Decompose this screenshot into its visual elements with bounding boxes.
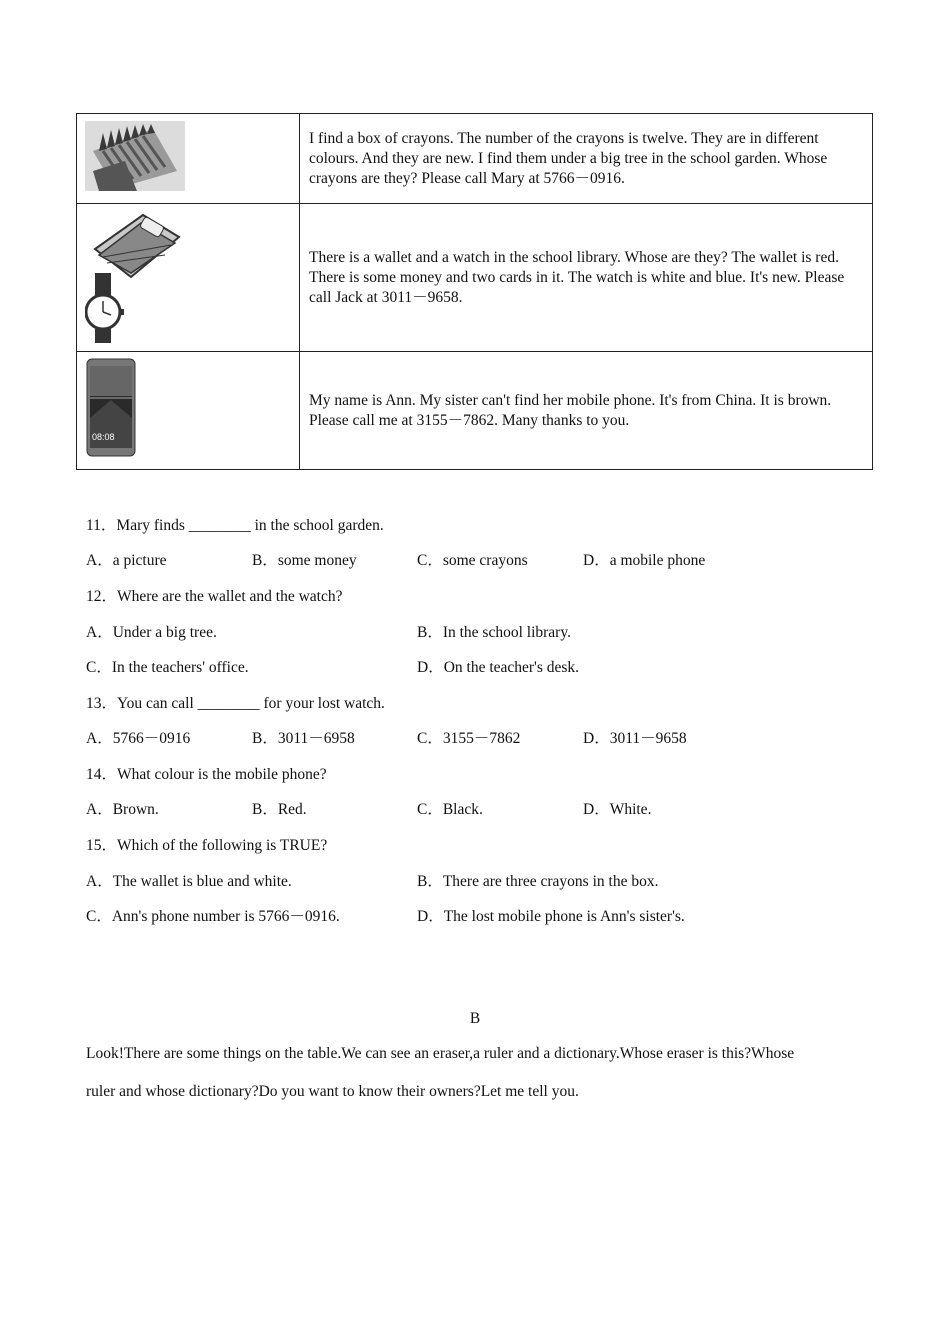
mobile-phone-icon (85, 358, 137, 458)
question-stem: 12．Where are the wallet and the watch? (86, 588, 343, 605)
option-a[interactable]: A．The wallet is blue and white. (86, 873, 292, 890)
section-heading: B (469, 1010, 481, 1027)
option-c[interactable]: C．some crayons (417, 552, 528, 569)
option-d[interactable]: D．a mobile phone (583, 552, 706, 569)
crayons-icon (85, 121, 185, 191)
option-b[interactable]: B．some money (252, 552, 357, 569)
notice-image-cell (77, 352, 300, 470)
passage-line: ruler and whose dictionary?Do you want to know their owners?Let me tell you. (86, 1083, 579, 1100)
question-stem: 11．Mary finds ________ in the school garden. (86, 517, 384, 534)
option-b[interactable]: B．Red. (252, 801, 307, 818)
phone-time: 08:08 (92, 432, 115, 442)
option-c[interactable]: C．Ann's phone number is 5766－0916. (86, 908, 340, 925)
notice-image-cell (77, 204, 300, 352)
notice-row-crayons (77, 114, 873, 204)
question-stem: 13．You can call ________ for your lost watch. (86, 695, 385, 712)
notice-text: I find a box of crayons. The number of the crayons is twelve. They are in different colours. And they are new. I find them under a big tree in the school garden. Whose crayons are they? Please call Mary at 5766－0916. (300, 114, 873, 204)
notice-row-wallet-watch (77, 204, 873, 352)
wallet-watch-icon (85, 209, 185, 345)
option-a[interactable]: A．Under a big tree. (86, 624, 217, 641)
option-b[interactable]: B．In the school library. (417, 624, 571, 641)
option-c[interactable]: C．Black. (417, 801, 483, 818)
option-b[interactable]: B．3011－6958 (252, 730, 355, 747)
notice-row-mobile-phone (77, 352, 873, 470)
option-b[interactable]: B．There are three crayons in the box. (417, 873, 659, 890)
option-c[interactable]: C．In the teachers' office. (86, 659, 249, 676)
option-d[interactable]: D．The lost mobile phone is Ann's sister's. (417, 908, 685, 925)
option-d[interactable]: D．White. (583, 801, 652, 818)
question-stem: 14．What colour is the mobile phone? (86, 766, 327, 783)
notice-image-cell (77, 114, 300, 204)
option-a[interactable]: A．5766－0916 (86, 730, 191, 747)
option-a[interactable]: A．Brown. (86, 801, 159, 818)
option-a[interactable]: A．a picture (86, 552, 167, 569)
notice-text: My name is Ann. My sister can't find her mobile phone. It's from China. It is brown. Please call me at 3155－7862. Many thanks to you. (300, 352, 873, 470)
option-c[interactable]: C．3155－7862 (417, 730, 521, 747)
question-stem: 15．Which of the following is TRUE? (86, 837, 328, 854)
notice-text: There is a wallet and a watch in the school library. Whose are they? The wallet is red. There is some money and two cards in it. The watch is white and blue. It's new. Please call Jack at 3011－9658. (300, 204, 873, 352)
lost-found-table (76, 113, 873, 470)
passage-line: Look!There are some things on the table.We can see an eraser,a ruler and a dictionary.Whose eraser is this?Whose (86, 1045, 795, 1062)
option-d[interactable]: D．3011－9658 (583, 730, 687, 747)
option-d[interactable]: D．On the teacher's desk. (417, 659, 580, 676)
